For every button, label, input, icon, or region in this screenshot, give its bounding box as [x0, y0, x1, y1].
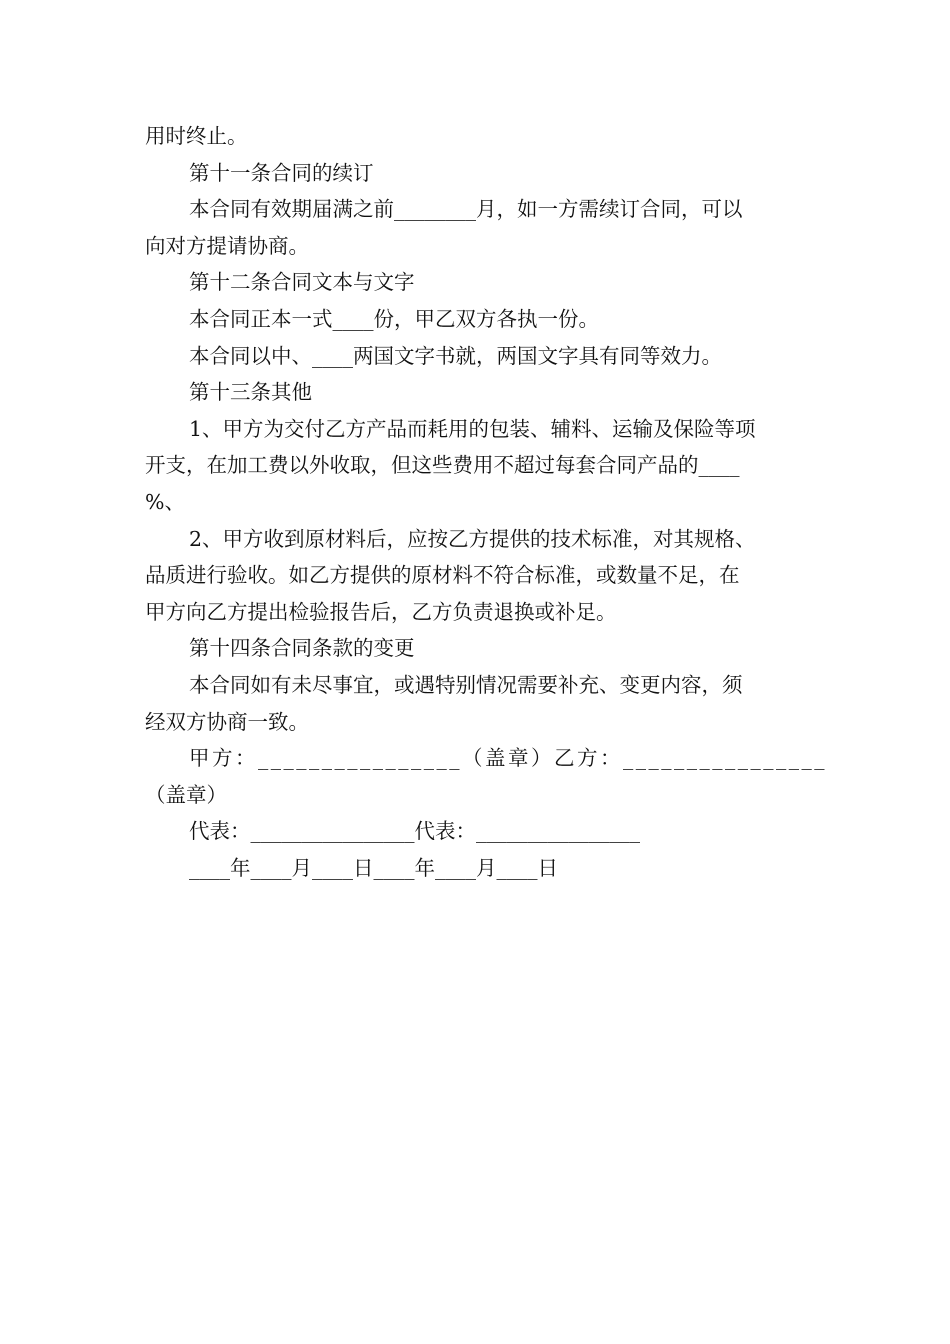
text-line: 用时终止。 [145, 124, 248, 148]
text-line: 1、甲方为交付乙方产品而耗用的包装、辅料、运输及保险等项 [189, 416, 756, 441]
date-line: ____年____月____日____年____月____日 [189, 855, 558, 880]
text-line: 本合同以中、____两国文字书就，两国文字具有同等效力。 [189, 343, 722, 368]
text-line: 向对方提请协商。 [145, 233, 309, 258]
article-13-heading: 第十三条其他 [189, 380, 312, 405]
text-line: 开支，在加工费以外收取，但这些费用不超过每套合同产品的____ [145, 453, 740, 478]
text-line: 本合同如有未尽事宜，或遇特别情况需要补充、变更内容，须 [189, 672, 743, 697]
article-12-heading: 第十二条合同文本与文字 [189, 270, 415, 295]
text-line: 本合同有效期届满之前________月，如一方需续订合同，可以 [189, 197, 743, 222]
article-11-heading: 第十一条合同的续订 [189, 160, 374, 185]
article-14-heading: 第十四条合同条款的变更 [189, 636, 415, 661]
seal-label: （盖章） [145, 782, 227, 807]
text-line: 甲方向乙方提出检验报告后，乙方负责退换或补足。 [145, 599, 617, 624]
text-line: 本合同正本一式____份，甲乙双方各执一份。 [189, 306, 599, 331]
representative-line: 代表：________________代表：________________ [189, 819, 640, 844]
text-line: 品质进行验收。如乙方提供的原材料不符合标准，或数量不足，在 [145, 563, 740, 588]
text-line: %、 [145, 489, 185, 514]
text-line: 2、甲方收到原材料后，应按乙方提供的技术标准，对其规格、 [189, 526, 756, 551]
signature-line-party-a-b: 甲方：________________（盖章）乙方：________________ [189, 746, 827, 771]
contract-page [145, 118, 827, 886]
text-line: 经双方协商一致。 [145, 709, 309, 734]
